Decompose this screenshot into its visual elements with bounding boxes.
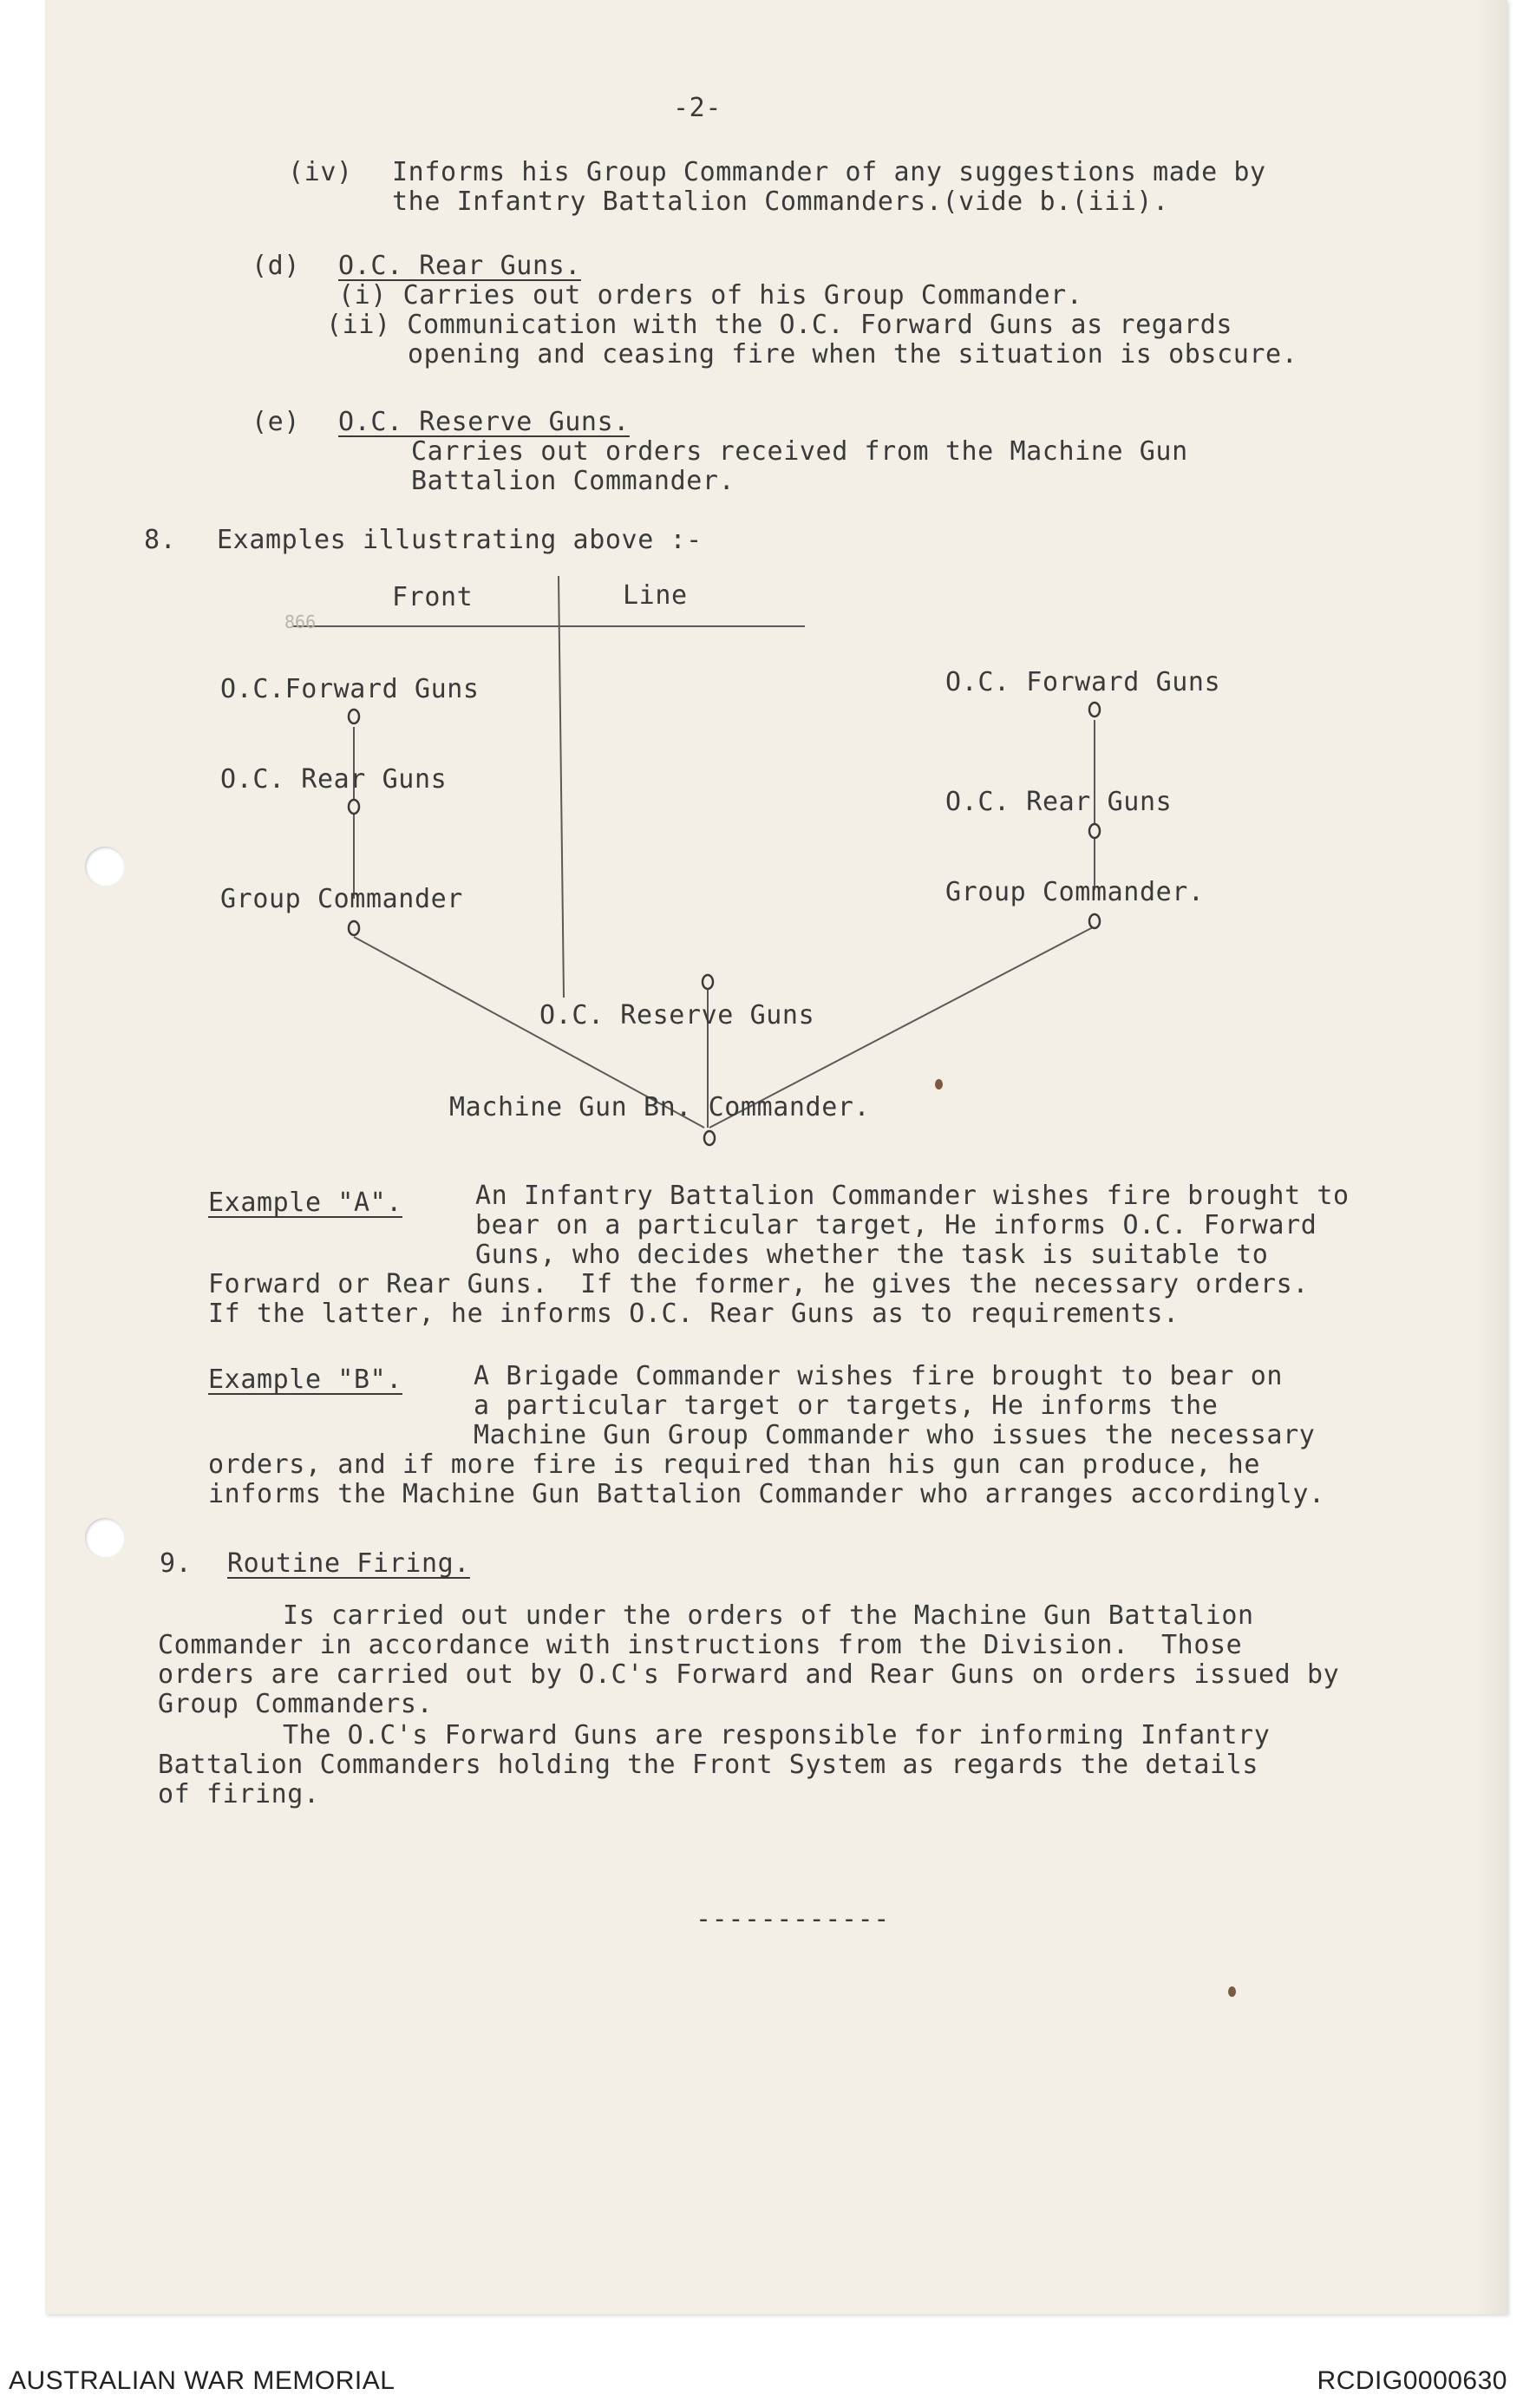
- page-number: -2-: [673, 93, 722, 123]
- front-line-divider: [559, 576, 564, 998]
- diagram-left-forward: O.C.Forward Guns: [220, 674, 480, 704]
- node-left-forward: [349, 710, 359, 723]
- example-b-label: Example "B".: [208, 1364, 402, 1395]
- example-b-line: orders, and if more fire is required than his gun can produce, he: [208, 1449, 1260, 1480]
- diagram-left-rear: O.C. Rear Guns: [220, 764, 448, 795]
- node-reserve: [703, 975, 713, 989]
- example-a-label: Example "A".: [208, 1188, 402, 1218]
- ink-speck: [935, 1079, 943, 1089]
- example-b-line: a particular target or targets, He informs the: [474, 1390, 1219, 1421]
- item-iv-line: the Infantry Battalion Commanders.(vide b.(iii).: [392, 186, 1169, 217]
- example-b-line: informs the Machine Gun Battalion Commander who arranges accordingly.: [208, 1479, 1325, 1509]
- section-9-heading: Routine Firing.: [227, 1548, 470, 1579]
- section-e-line: Carries out orders received from the Machine Gun: [411, 436, 1188, 467]
- example-a-line: Forward or Rear Guns. If the former, he gives the necessary orders.: [208, 1269, 1309, 1299]
- section-9-line: of firing.: [158, 1779, 320, 1809]
- example-a-line: If the latter, he informs O.C. Rear Guns as to requirements.: [208, 1299, 1180, 1329]
- node-left-group: [349, 921, 359, 935]
- diagram-right-rear: O.C. Rear Guns: [945, 787, 1173, 817]
- diagram-left-group: Group Commander: [220, 884, 463, 914]
- section-d-item: (ii) Communication with the O.C. Forward Guns as regards: [326, 310, 1233, 340]
- diagram-battalion: Machine Gun Bn. Commander.: [449, 1092, 871, 1122]
- section-d-label: (d): [252, 251, 300, 281]
- diagram-front-label: Front: [392, 582, 474, 612]
- example-a-line: Guns, who decides whether the task is suitable to: [475, 1240, 1269, 1270]
- section-9-line: Commander in accordance with instructions from the Division. Those: [158, 1630, 1243, 1660]
- section-9-line: The O.C's Forward Guns are responsible for informing Infantry: [283, 1720, 1271, 1750]
- ink-speck: [1228, 1986, 1236, 1997]
- section-9-line: Battalion Commanders holding the Front System as regards the details: [158, 1750, 1258, 1780]
- section-8-heading: Examples illustrating above :-: [217, 525, 703, 555]
- node-left-rear: [349, 800, 359, 814]
- section-d-heading: O.C. Rear Guns.: [338, 251, 581, 281]
- section-9-line: Group Commanders.: [158, 1689, 434, 1719]
- example-b-line: Machine Gun Group Commander who issues the necessary: [474, 1420, 1316, 1450]
- section-e-line: Battalion Commander.: [411, 466, 735, 496]
- node-right-forward: [1089, 703, 1100, 717]
- footer-left-credit: AUSTRALIAN WAR MEMORIAL: [9, 2366, 395, 2395]
- section-9-line: orders are carried out by O.C's Forward and Rear Guns on orders issued by: [158, 1659, 1340, 1690]
- diagram-right-forward: O.C. Forward Guns: [945, 667, 1221, 697]
- example-b-line: A Brigade Commander wishes fire brought to bear on: [474, 1361, 1284, 1391]
- node-right-group: [1089, 914, 1100, 928]
- example-a-line: An Infantry Battalion Commander wishes fire brought to: [475, 1181, 1350, 1211]
- item-iv-line: Informs his Group Commander of any suggestions made by: [392, 157, 1266, 187]
- section-8-number: 8.: [144, 525, 177, 555]
- end-rule: ------------: [696, 1904, 890, 1934]
- example-a-line: bear on a particular target, He informs O.C. Forward: [475, 1210, 1317, 1240]
- section-d-item: opening and ceasing fire when the situation is obscure.: [408, 339, 1298, 370]
- item-iv-label: (iv): [288, 157, 353, 187]
- faint-stamp-mark: 866: [284, 612, 317, 632]
- node-battalion: [704, 1131, 715, 1145]
- diagram-right-group: Group Commander.: [945, 877, 1205, 907]
- diagram-reserve: O.C. Reserve Guns: [539, 1000, 815, 1031]
- diagram-line-label: Line: [623, 580, 688, 611]
- section-9-number: 9.: [160, 1548, 193, 1579]
- section-9-line: Is carried out under the orders of the Machine Gun Battalion: [283, 1600, 1254, 1631]
- section-d-item: (i) Carries out orders of his Group Commander.: [338, 280, 1083, 311]
- node-right-rear: [1089, 824, 1100, 838]
- section-e-label: (e): [252, 407, 300, 437]
- section-e-heading: O.C. Reserve Guns.: [338, 407, 630, 437]
- footer-right-id: RCDIG0000630: [1317, 2366, 1507, 2395]
